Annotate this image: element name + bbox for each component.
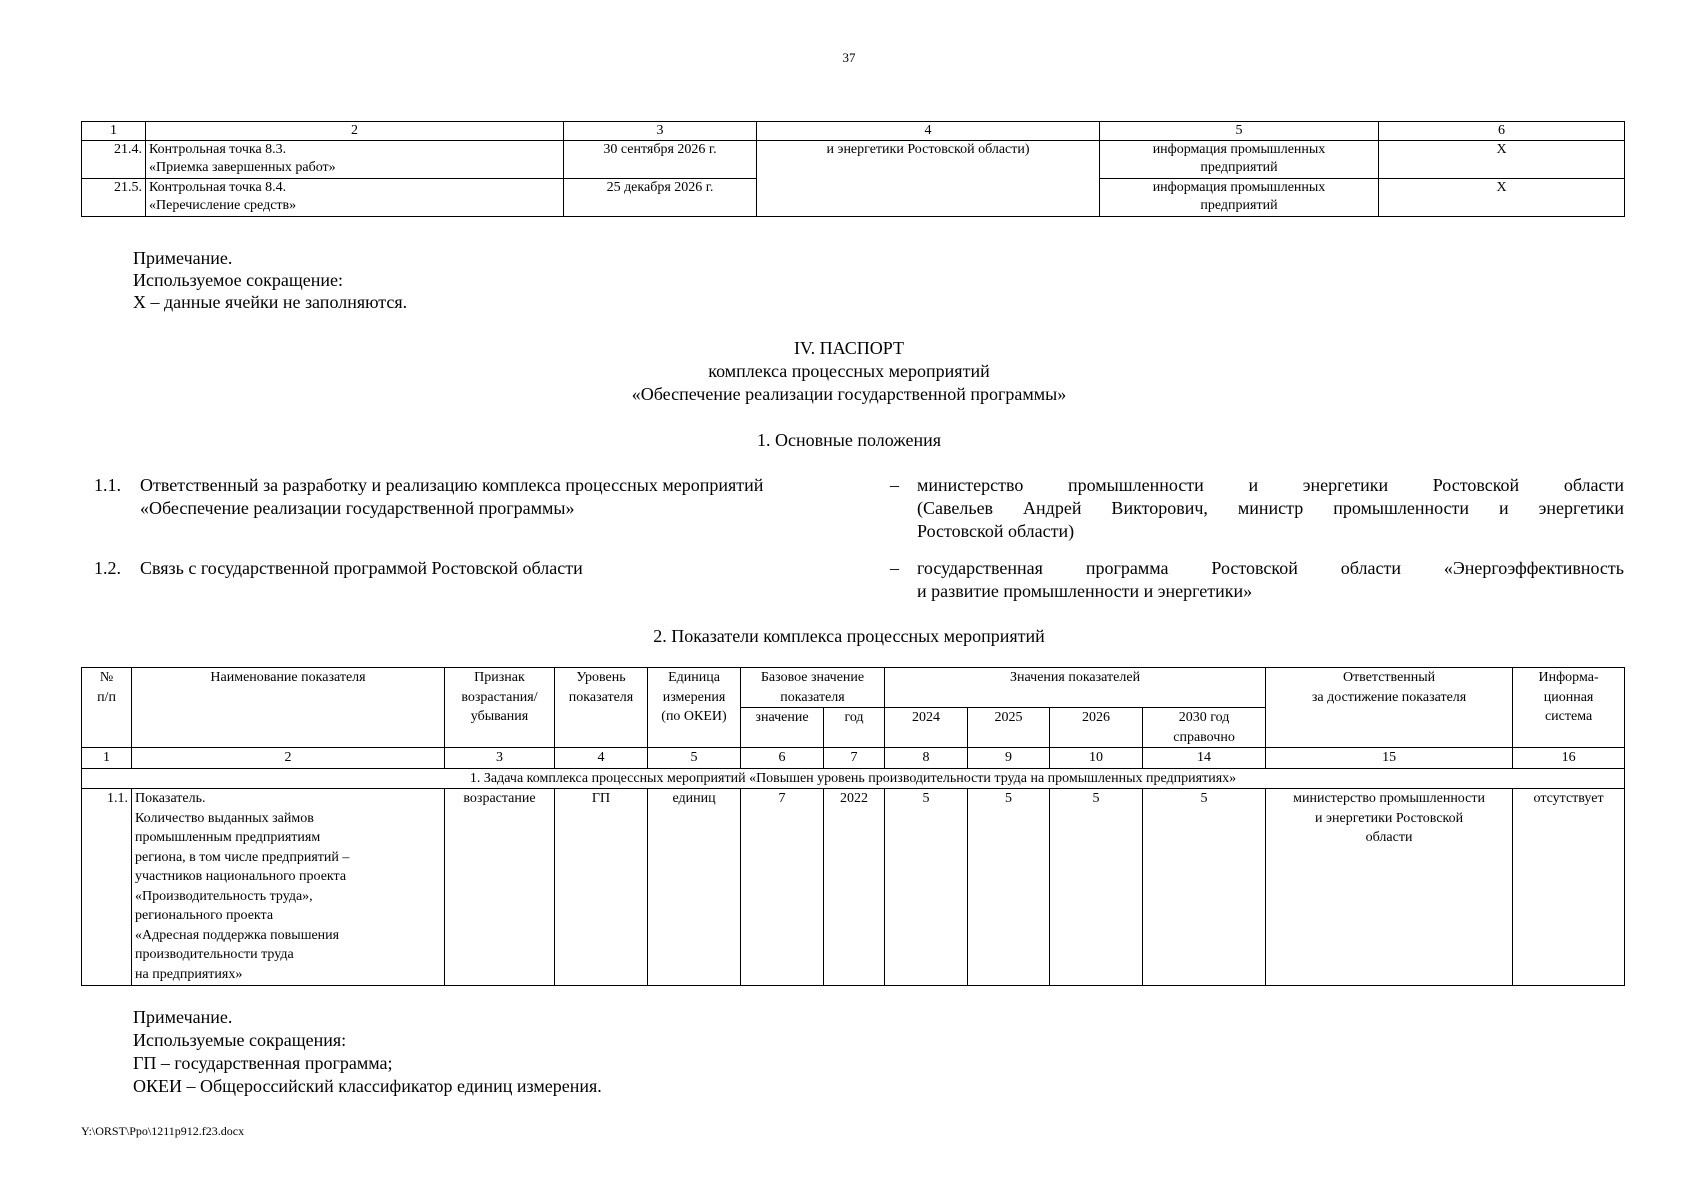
indicators-table [81, 667, 1625, 986]
mark-cell: Х [1379, 179, 1625, 217]
col-number: 2 [132, 748, 445, 769]
indicator-level: ГП [555, 789, 648, 986]
col-number: 3 [564, 122, 757, 141]
indicator-unit: единиц [648, 789, 741, 986]
indicator-responsible: министерство промышленности и энергетики Ростовской области [1266, 789, 1513, 986]
header-unit: Единица измерения (по ОКЕИ) [648, 668, 741, 748]
header-num: № п/п [82, 668, 132, 748]
header-year: 2026 [1050, 708, 1143, 748]
note-title: Примечание. [133, 1007, 233, 1027]
indicator-name: Показатель. Количество выданных займов промышленным предприятиям региона, в том числе предприятий – участников национального проекта «Производительность труда», регионального проекта «Адресная поддержка повышения производительности труда на предприятиях» [132, 789, 445, 986]
item-dash: – [890, 558, 899, 578]
indicator-trend: возрастание [445, 789, 555, 986]
passport-subtitle: «Обеспечение реализации государственной программы» [631, 384, 1067, 404]
col-number: 4 [757, 122, 1100, 141]
column-numbers-row [82, 748, 1625, 769]
indicator-value-2026: 5 [1050, 789, 1143, 986]
header-info-system: Информа- ционная система [1513, 668, 1625, 748]
row-number: 1.1. [82, 789, 132, 986]
table-row [82, 789, 1625, 986]
col-number: 9 [968, 748, 1050, 769]
responsible-cell: и энергетики Ростовской области) [757, 141, 1100, 217]
col-number: 16 [1513, 748, 1625, 769]
note-block [133, 1006, 602, 1098]
item-number: 1.2. [94, 558, 121, 578]
header-trend: Признак возрастания/ убывания [445, 668, 555, 748]
header-name: Наименование показателя [132, 668, 445, 748]
passport-title: IV. ПАСПОРТ [793, 338, 904, 358]
mark-cell: Х [1379, 141, 1625, 179]
col-number: 8 [885, 748, 968, 769]
table-row [82, 141, 1625, 179]
indicator-info-system: отсутствует [1513, 789, 1625, 986]
header-base-year: год [824, 708, 885, 748]
table-header-row [82, 122, 1625, 141]
passport-subtitle: комплекса процессных мероприятий [708, 361, 990, 381]
info-source: информация промышленных предприятий [1100, 141, 1379, 179]
col-number: 10 [1050, 748, 1143, 769]
item-label: Ответственный за разработку и реализацию комплекса процессных мероприятий «Обеспечение реализации государственной программы» [140, 475, 764, 518]
note-line: ОКЕИ – Общероссийский классификатор единиц измерения. [133, 1076, 602, 1096]
header-values: Значения показателей [885, 668, 1266, 708]
item-value: министерство промышленности и энергетики Ростовской области (Савельев Андрей Викторович, министр промышленности и энергетики Ростовской области) [917, 475, 1624, 541]
indicator-value-2030: 5 [1143, 789, 1266, 986]
control-points-table [81, 121, 1625, 217]
note-title: Примечание. [133, 248, 233, 268]
task-title: 1. Задача комплекса процессных мероприятий «Повышен уровень производительности труда на промышленных предприятиях» [82, 768, 1625, 789]
note-line: ГП – государственная программа; [133, 1053, 393, 1073]
col-number: 15 [1266, 748, 1513, 769]
table-header-row [82, 668, 1625, 708]
passport-heading [0, 337, 1698, 406]
section-title: 1. Основные положения [757, 430, 941, 450]
col-number: 2 [146, 122, 564, 141]
note-line: Используемое сокращение: [133, 270, 343, 290]
item-number: 1.1. [94, 475, 121, 495]
col-number: 4 [555, 748, 648, 769]
indicator-base-value: 7 [741, 789, 824, 986]
col-number: 5 [1100, 122, 1379, 141]
control-point-name: Контрольная точка 8.4. «Перечисление средств» [146, 179, 564, 217]
item-value: государственная программа Ростовской области «Энергоэффективность и развитие промышленности и энергетики» [917, 558, 1624, 601]
header-responsible: Ответственный за достижение показателя [1266, 668, 1513, 748]
row-number: 21.5. [82, 179, 146, 217]
note-line: Используемые сокращения: [133, 1030, 347, 1050]
row-number: 21.4. [82, 141, 146, 179]
control-point-date: 30 сентября 2026 г. [564, 141, 757, 179]
page-number: 37 [842, 50, 856, 65]
item-dash: – [890, 475, 899, 495]
col-number: 1 [82, 122, 146, 141]
header-year: 2025 [968, 708, 1050, 748]
file-path: Y:\ORST\Ppo\1211p912.f23.docx [81, 1124, 245, 1138]
section-title: 2. Показатели комплекса процессных мероприятий [653, 626, 1045, 646]
col-number: 7 [824, 748, 885, 769]
note-block [133, 247, 407, 313]
col-number: 3 [445, 748, 555, 769]
col-number: 5 [648, 748, 741, 769]
item-label: Связь с государственной программой Ростовской области [140, 558, 583, 578]
header-base: Базовое значение показателя [741, 668, 885, 708]
header-base-value: значение [741, 708, 824, 748]
col-number: 6 [1379, 122, 1625, 141]
col-number: 6 [741, 748, 824, 769]
indicator-base-year: 2022 [824, 789, 885, 986]
info-source: информация промышленных предприятий [1100, 179, 1379, 217]
note-line: Х – данные ячейки не заполняются. [133, 292, 408, 312]
col-number: 14 [1143, 748, 1266, 769]
task-row [82, 768, 1625, 789]
col-number: 1 [82, 748, 132, 769]
indicator-value-2025: 5 [968, 789, 1050, 986]
control-point-name: Контрольная точка 8.3. «Приемка завершенных работ» [146, 141, 564, 179]
control-point-date: 25 декабря 2026 г. [564, 179, 757, 217]
header-year: 2030 год справочно [1143, 708, 1266, 748]
header-year: 2024 [885, 708, 968, 748]
indicator-value-2024: 5 [885, 789, 968, 986]
header-level: Уровень показателя [555, 668, 648, 748]
